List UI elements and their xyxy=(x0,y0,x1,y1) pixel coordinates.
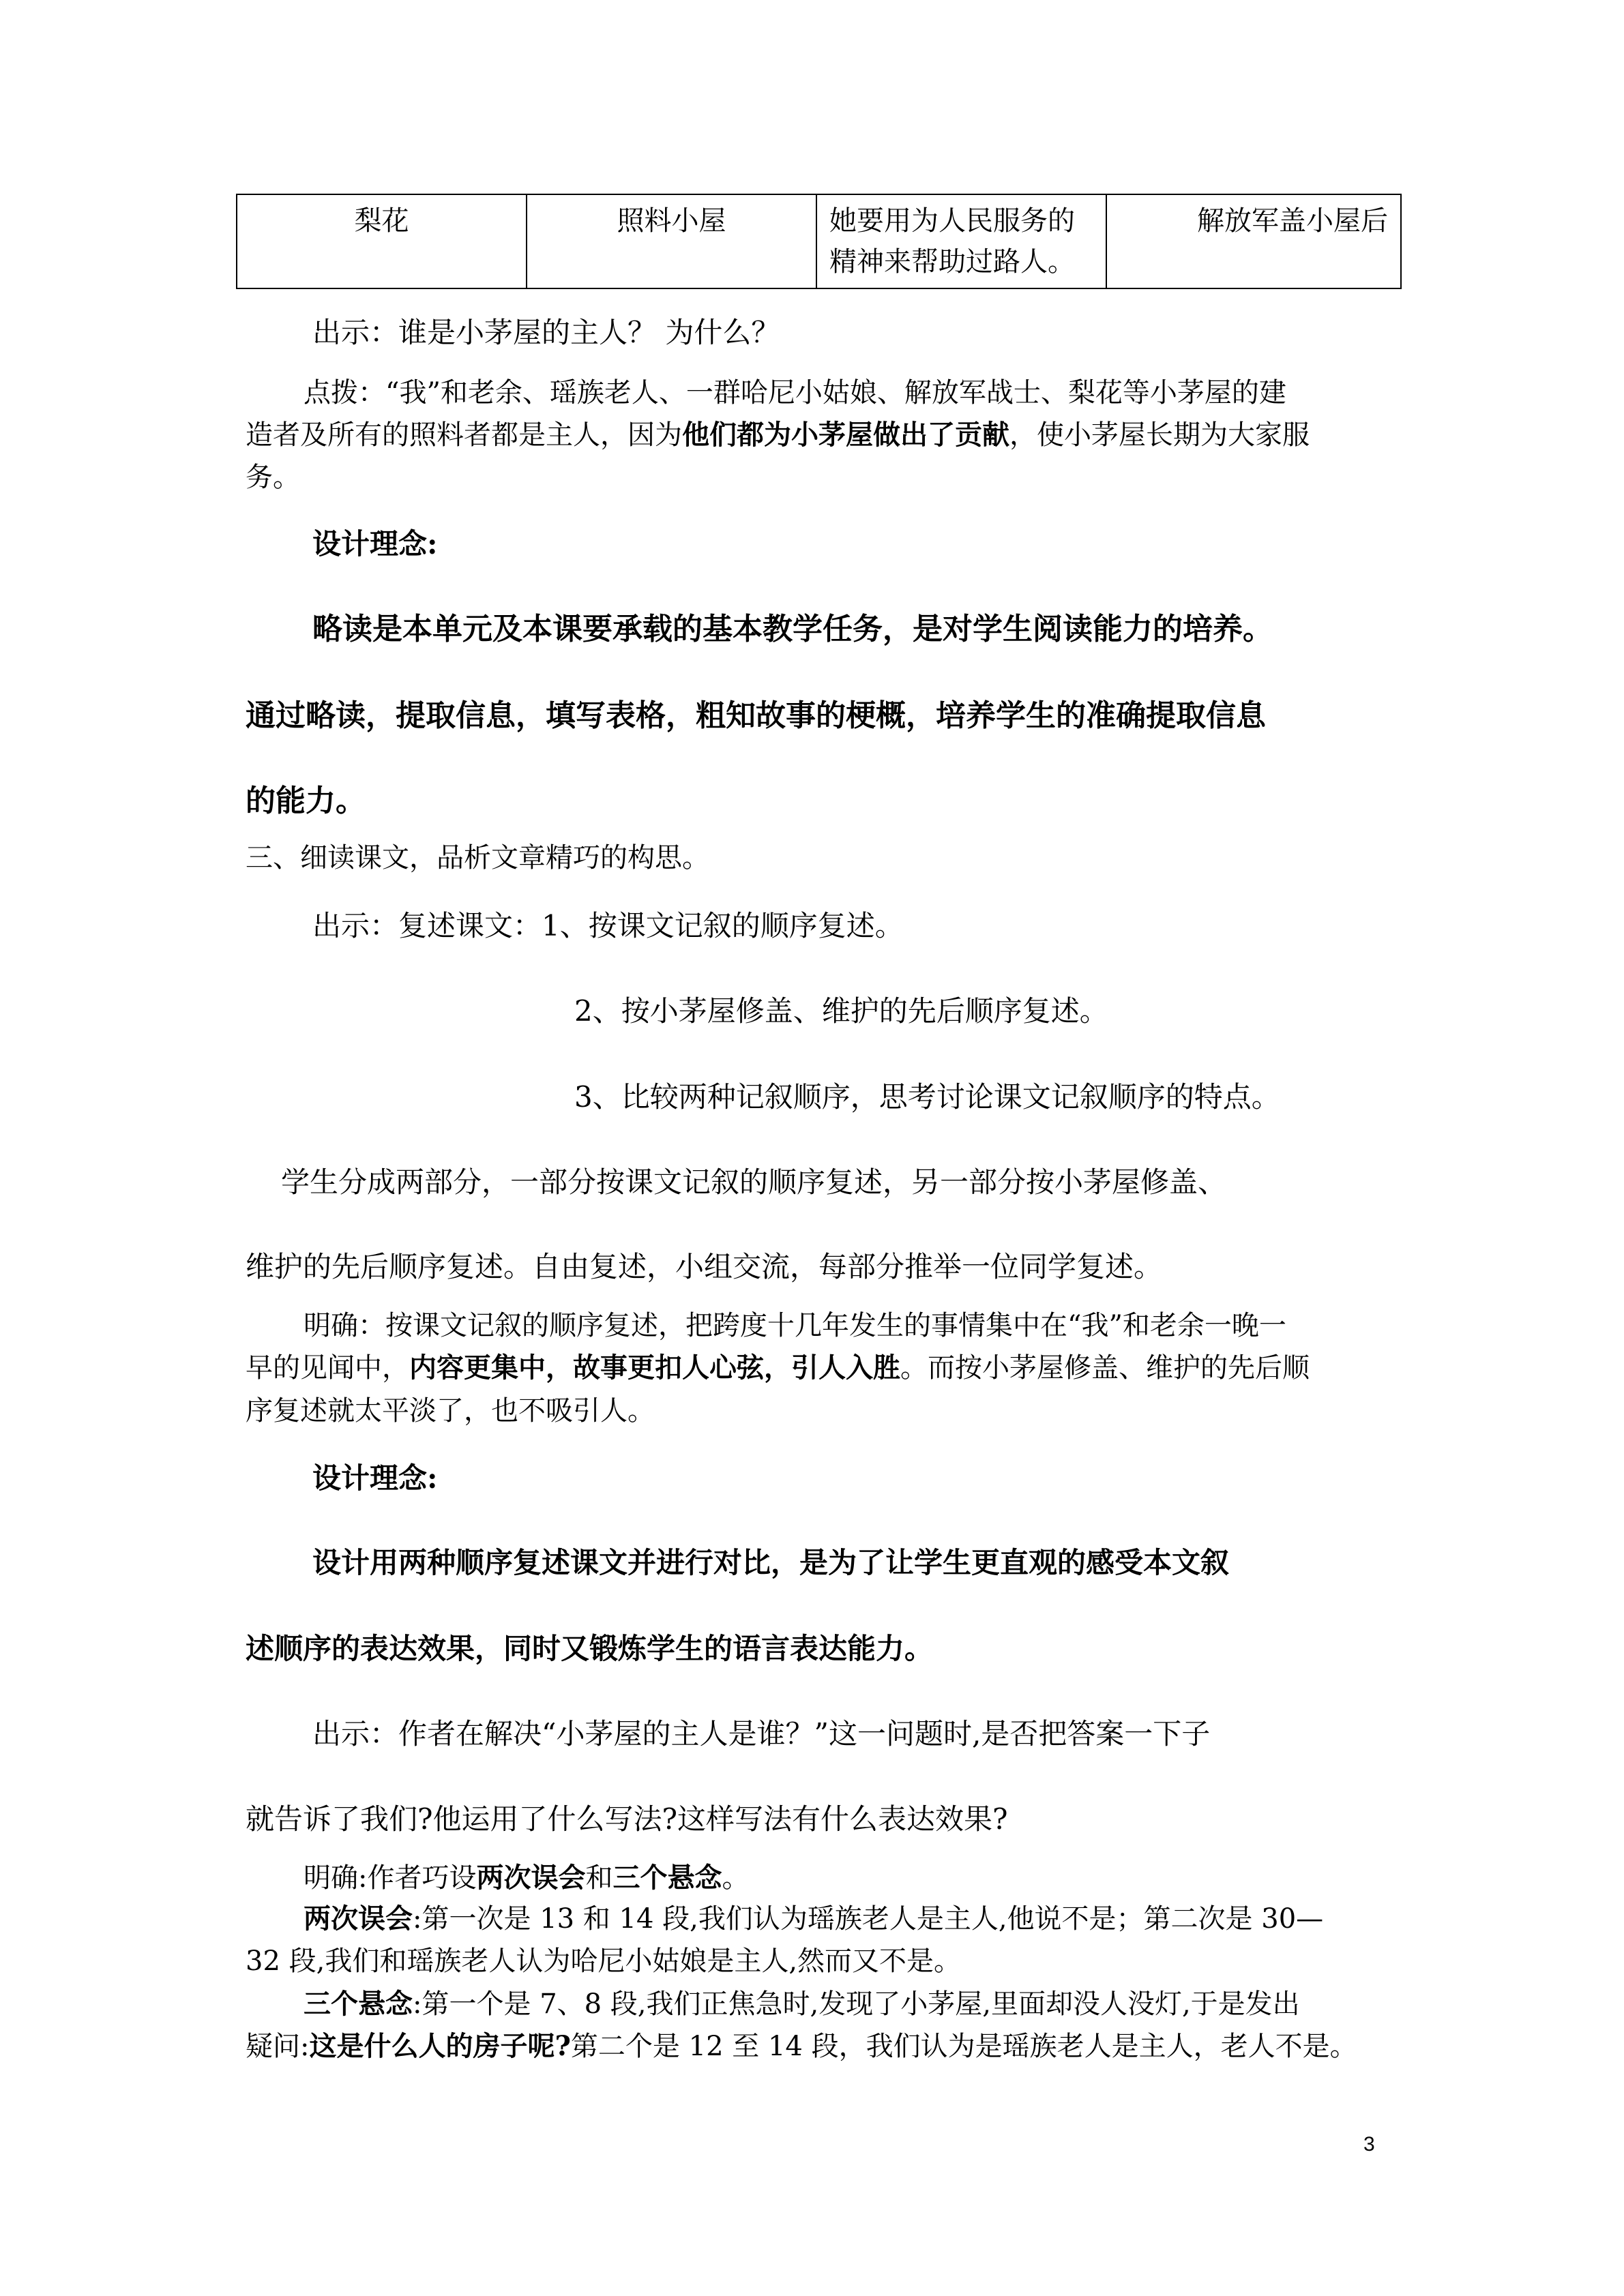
info-table xyxy=(236,194,1402,289)
paragraph-line: 序复述就太平淡了，也不吸引人。 xyxy=(246,1395,655,1427)
text-run: 。 xyxy=(722,1862,750,1894)
paragraph-line: 明确：按课文记叙的顺序复述，把跨度十几年发生的事情集中在“我”和老余一晚一 xyxy=(304,1310,1286,1341)
design-concept-line: 设计用两种顺序复述课文并进行对比，是为了让学生更直观的感受本文叙 xyxy=(312,1546,1230,1579)
design-concept-line: 通过略读，提取信息，填写表格，粗知故事的梗概，培养学生的准确提取信息 xyxy=(246,698,1266,733)
text-run: 第二个是 12 至 14 段，我们认为是瑶族老人是主人，老人不是。 xyxy=(570,2031,1357,2062)
show-question: 出示：谁是小茅屋的主人？ 为什么？ xyxy=(312,316,780,349)
show-question: 出示：作者在解决“小茅屋的主人是谁？”这一问题时,是否把答案一下子 xyxy=(312,1717,1211,1750)
table-cell-name: 梨花 xyxy=(237,194,527,288)
emphasis-text: 他们都为小茅屋做出了贡献 xyxy=(682,419,1009,451)
paragraph-line xyxy=(246,417,1310,453)
paragraph-line: 就告诉了我们?他运用了什么写法?这样写法有什么表达效果? xyxy=(246,1802,1008,1836)
retell-item: 3、比较两种记叙顺序，思考讨论课文记叙顺序的特点。 xyxy=(574,1080,1280,1114)
emphasis-text: 内容更集中，故事更扣人心弦，引人入胜 xyxy=(409,1352,900,1384)
emphasis-text: 两次误会 xyxy=(304,1903,413,1935)
text-run: 。而按小茅屋修盖、维护的先后顺 xyxy=(900,1352,1310,1384)
text-run: 和 xyxy=(585,1862,613,1894)
text-run: 早的见闻中， xyxy=(246,1352,409,1384)
paragraph-line xyxy=(246,2029,1357,2064)
paragraph-line: 32 段,我们和瑶族老人认为哈尼小姑娘是主人,然而又不是。 xyxy=(246,1945,962,1977)
design-concept-heading: 设计理念: xyxy=(312,527,438,561)
section-heading: 三、细读课文，品析文章精巧的构思。 xyxy=(246,842,709,874)
emphasis-text: 三个悬念 xyxy=(304,1988,413,2020)
text-run: 疑问: xyxy=(246,2031,310,2062)
table-cell-time: 解放军盖小屋后 xyxy=(1106,194,1401,288)
text-run: ，使小茅屋长期为大家服 xyxy=(1009,419,1310,451)
retell-item: 2、按小茅屋修盖、维护的先后顺序复述。 xyxy=(574,994,1108,1028)
paragraph-line xyxy=(304,1901,1323,1937)
paragraph-line: 学生分成两部分，一部分按课文记叙的顺序复述，另一部分按小茅屋修盖、 xyxy=(281,1165,1227,1199)
paragraph-line xyxy=(246,1350,1310,1386)
table-cell-reason: 她要用为人民服务的精神来帮助过路人。 xyxy=(816,194,1106,288)
text-run: 造者及所有的照料者都是主人，因为 xyxy=(246,419,682,451)
emphasis-text: 两次误会 xyxy=(476,1862,586,1894)
design-concept-line: 略读是本单元及本课要承载的基本教学任务，是对学生阅读能力的培养。 xyxy=(312,612,1273,646)
table-cell-action: 照料小屋 xyxy=(527,194,816,288)
emphasis-text: 这是什么人的房子呢? xyxy=(309,2030,571,2062)
emphasis-text: 三个悬念 xyxy=(612,1862,722,1894)
design-concept-heading: 设计理念: xyxy=(312,1461,438,1495)
paragraph-line: 维护的先后顺序复述。自由复述，小组交流，每部分推举一位同学复述。 xyxy=(246,1250,1163,1283)
design-concept-line: 述顺序的表达效果，同时又锻炼学生的语言表达能力。 xyxy=(246,1632,934,1665)
table-row xyxy=(237,194,1401,288)
text-run: :第一个是 7、8 段,我们正焦急时,发现了小茅屋,里面却没人没灯,于是发出 xyxy=(413,1988,1300,2020)
show-retell: 出示：复述课文：1、按课文记叙的顺序复述。 xyxy=(312,909,904,942)
design-concept-line: 的能力。 xyxy=(246,784,366,818)
paragraph-line xyxy=(304,1860,749,1896)
paragraph-line: 点拨：“我”和老余、瑶族老人、一群哈尼小姑娘、解放军战士、梨花等小茅屋的建 xyxy=(304,377,1286,408)
paragraph-line: 务。 xyxy=(246,462,300,493)
paragraph-line xyxy=(304,1986,1300,2022)
text-run: :第一次是 13 和 14 段,我们认为瑶族老人是主人,他说不是；第二次是 30— xyxy=(413,1903,1324,1935)
page-number: 3 xyxy=(1363,2133,1375,2156)
text-run: 明确:作者巧设 xyxy=(304,1862,477,1894)
